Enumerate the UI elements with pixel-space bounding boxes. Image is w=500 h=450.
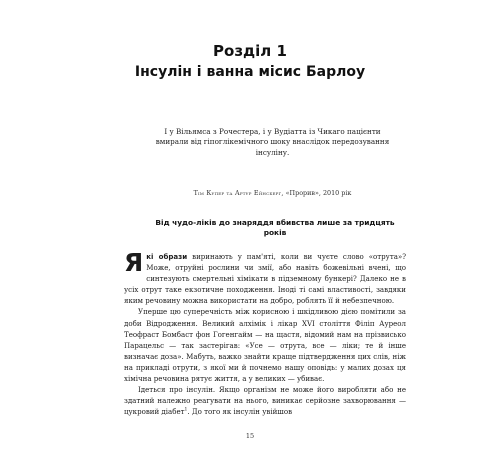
drop-cap: Я — [124, 248, 144, 277]
lead-in: кі образи — [146, 252, 188, 261]
epigraph-source — [150, 189, 395, 197]
section-heading: Від чудо-ліків до знаряддя вбивства лише за тридцять років — [155, 218, 395, 237]
epigraph-authors: Тім Купер та Артур Ейнсберг, — [193, 189, 284, 197]
paragraph-1-text: виринають у пам'яті, коли ви чуєте слово «отрута»? Може, отруйні рослини чи змії, або навіть божевільні вчені, що синтезують смертельні хімікати в підземному бункері? Далеко не в усіх отрут таке екзотичне походження. Іноді ті самі властивості, завдяки яким речовину можна використати на добро, роблять її й небезпечною. — [124, 252, 407, 306]
paragraph-3 — [124, 384, 406, 417]
epigraph-book-title: «Прорив», — [285, 189, 321, 197]
chapter-title: Інсулін і ванна місис Барлоу — [134, 64, 366, 80]
chapter-number: Розділ 1 — [213, 42, 287, 60]
body-text — [124, 248, 407, 417]
footnote-ref: 1 — [184, 407, 188, 413]
paragraph-3-end: . До того як інсулін увійшов — [187, 407, 293, 417]
paragraph-3-start: Ідеться про інсулін. Якщо організм не може його виробляти або не здатний належно реагувати на нього, виникає серйозне захворювання — цукровий діабет — [124, 385, 406, 417]
epigraph-year: 2010 рік — [322, 189, 352, 197]
paragraph-2: Уперше цю суперечність між корисною і шкідливою дією помітили за доби Відродження. Великий алхімік і лікар XVI століття Філіп Ауреол Теофраст Бомбаст фон Гогенгайм — на щастя, відомий нам на прізвисько Парацельс — так застерігав: «Усе — отрута, все — ліки; те й інше визначає доза». Мабуть, важко знайти краще підтвердження цих слів, ніж на прикладі отрути, з якої ми й почнемо нашу оповідь: у малих дозах ця хімічна речовина рятує життя, а у великих — убиває. — [124, 307, 406, 384]
paragraph-1 — [124, 248, 407, 306]
epigraph-text: І у Вільямса з Рочестера, і у Вудіатта із Чикаго пацієнти вмирали від гіпоглікемічного шоку внаслідок передозування інсуліну. — [155, 127, 390, 157]
page-number: 15 — [245, 432, 255, 440]
